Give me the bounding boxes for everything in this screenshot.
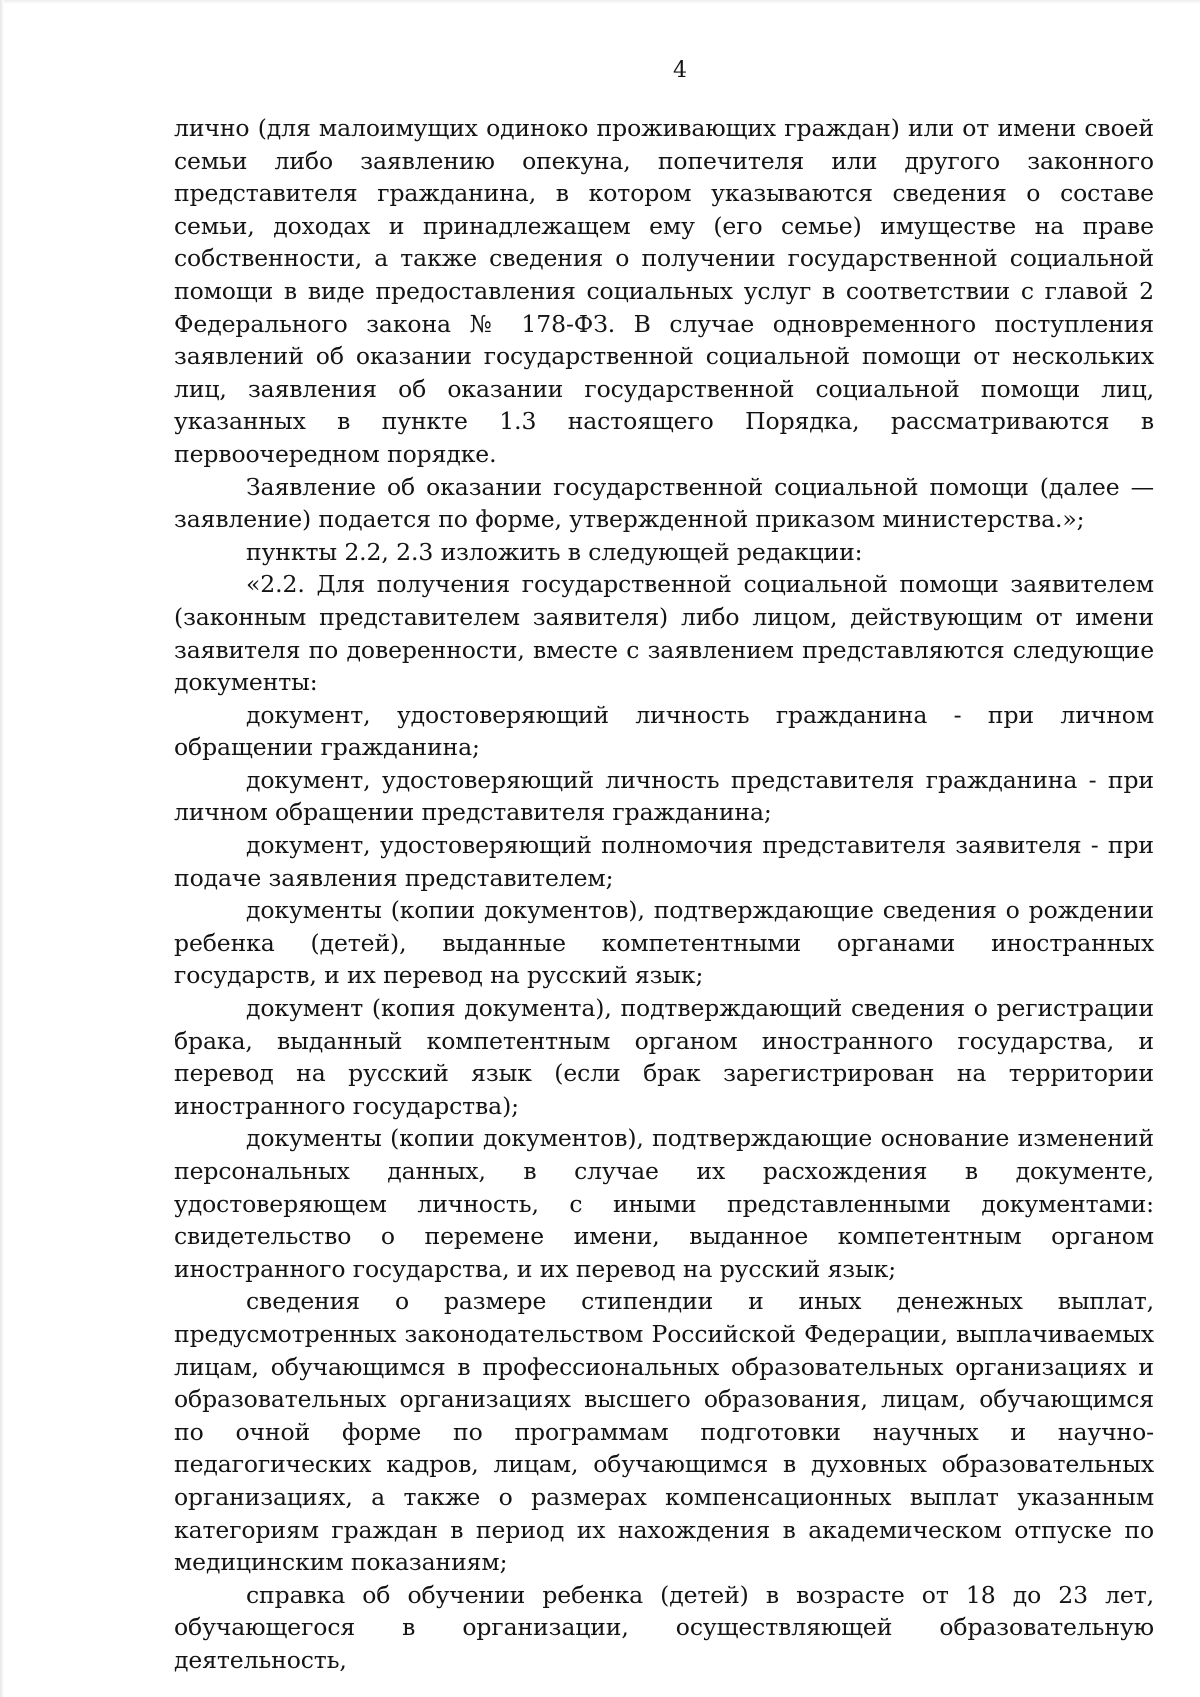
scan-top-edge <box>0 0 1200 4</box>
list-item-paragraph: документы (копии документов), подтверждающие основание изменений персональных данных, в случае их расхождения в документе, удостоверяющем личность, с иными представленными документами: свидетельство о перемене имени, выданное компетентным органом иностранного государства, и их перевод на русский язык; <box>174 1124 1154 1283</box>
document-body <box>174 112 1154 1677</box>
paragraph: «2.2. Для получения государственной социальной помощи заявителем (законным представителем заявителя) либо лицом, действующим от имени заявителя по доверенности, вместе с заявлением представляются следующие документы: <box>174 570 1154 697</box>
list-item-paragraph: сведения о размере стипендии и иных денежных выплат, предусмотренных законодательством Российской Федерации, выплачиваемых лицам, обучающимся в профессиональных образовательных организациях и образовательных организациях высшего образования, лицам, обучающимся по очной форме по программам подготовки научных и научно-педагогических кадров, лицам, обучающимся в духовных образовательных организациях, а также о размерах компенсационных выплат указанным категориям граждан в период их нахождения в академическом отпуске по медицинским показаниям; <box>174 1287 1154 1577</box>
page-number: 4 <box>673 58 687 83</box>
paragraph: Заявление об оказании государственной социальной помощи (далее — заявление) подается по форме, утвержденной приказом министерства.»; <box>174 472 1154 534</box>
list-item-paragraph: документы (копии документов), подтверждающие сведения о рождении ребенка (детей), выданные компетентными органами иностранных государств, и их перевод на русский язык; <box>174 896 1154 990</box>
scan-left-edge <box>0 0 4 1697</box>
list-item-paragraph: документ, удостоверяющий личность представителя гражданина - при личном обращении представителя гражданина; <box>174 765 1154 827</box>
list-item-paragraph: справка об обучении ребенка (детей) в возрасте от 18 до 23 лет, обучающегося в организации, осуществляющей образовательную деятельность, <box>174 1580 1154 1674</box>
paragraph: пункты 2.2, 2.3 изложить в следующей редакции: <box>246 537 863 566</box>
list-item-paragraph: документ (копия документа), подтверждающий сведения о регистрации брака, выданный компетентным органом иностранного государства, и перевод на русский язык (если брак зарегистрирован на территории иностранного государства); <box>174 994 1154 1120</box>
list-item-paragraph: документ, удостоверяющий личность гражданина - при личном обращении гражданина; <box>174 700 1154 762</box>
list-item-paragraph: документ, удостоверяющий полномочия представителя заявителя - при подаче заявления представителем; <box>174 831 1154 892</box>
paragraph: лично (для малоимущих одиноко проживающих граждан) или от имени своей семьи либо заявлению опекуна, попечителя или другого законного представителя гражданина, в котором указываются сведения о составе семьи, доходах и принадлежащем ему (его семье) имуществе на праве собственности, а также сведения о получении государственной социальной помощи в виде предоставления социальных услуг в соответствии с главой 2 Федерального закона № 178-ФЗ. В случае одновременного поступления заявлений об оказании государственной социальной помощи от нескольких лиц, заявления об оказании государственной социальной помощи лиц, указанных в пункте 1.3 настоящего Порядка, рассматриваются в первоочередном порядке. <box>174 114 1154 468</box>
